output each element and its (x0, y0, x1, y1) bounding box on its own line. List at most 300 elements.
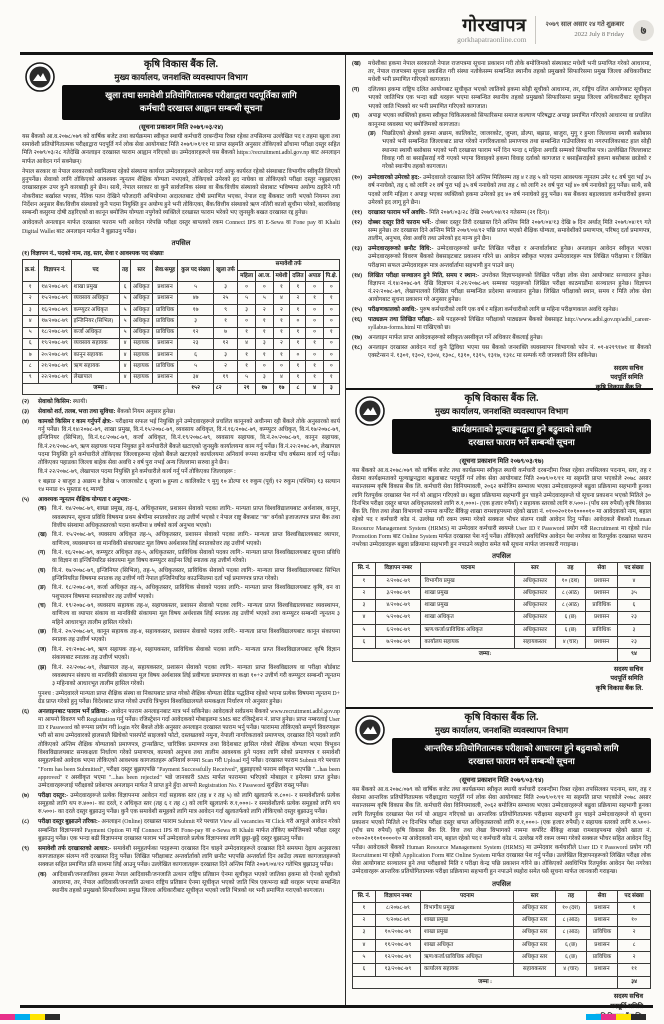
cell: प्रशासन (152, 338, 178, 349)
cell: २०/२०७८-७९ (38, 350, 71, 361)
header-cell: तह (555, 563, 586, 575)
cell: ४ (120, 350, 130, 361)
cell: प्रशासन (586, 637, 618, 649)
cell: प्राविधिक (152, 305, 178, 316)
cell: कार्यालय सहायक (420, 964, 513, 976)
notice-promotion-performance (346, 388, 653, 707)
cell: ऋण सहायक (71, 361, 120, 372)
cell: ३४ (618, 976, 651, 988)
sub-clause (38, 505, 340, 530)
cell: ० (306, 282, 323, 293)
cell: ० (306, 305, 323, 316)
cell: ऋण/कर्जा/प्राविधिक अधिकृत (420, 952, 513, 964)
cell: ६ (120, 282, 130, 293)
sub-clause (38, 664, 340, 689)
cell: प्रशासन (152, 372, 178, 383)
cell: प्रशासन (152, 293, 178, 304)
clause-text: पाठ्यक्रम तथा लिखित परीक्षा:- सबै पदहरूको लिखित परीक्षाको पाठ्यक्रम बैंकको वेबसाइट http://www.adbl.gov.np/adbl_career-syllabus-forms.html मा राखिएको छ। (368, 317, 651, 332)
cell: अधिकृतस्तर (515, 624, 555, 636)
notice1-intro (22, 133, 340, 236)
signature-block (352, 665, 643, 695)
header-cell: महिला (238, 271, 256, 282)
vacancy-table (22, 259, 340, 395)
clause-text: सेवाको शर्त, तलब, भत्ता तथा सुविधा: बैंकको नियम अनुसार हुनेछ। (38, 408, 176, 415)
cell: अधिकृत (130, 316, 152, 327)
cell: ५ (353, 952, 376, 964)
cell: २२/२०७८-७९ (38, 372, 71, 383)
cell: ० (306, 316, 323, 327)
table-row (353, 637, 651, 649)
cell: ६ (617, 600, 650, 612)
cell: १ (256, 327, 274, 338)
clause-number: (१२) (352, 219, 363, 226)
signature-line: पदपूर्ति समिति (610, 374, 643, 382)
cell: ३४ (178, 372, 214, 383)
cell: ६ (छ) (556, 952, 586, 964)
sub-clause (38, 628, 340, 645)
header-cell: तह (556, 890, 586, 902)
table-row (23, 316, 340, 327)
cell: ८ (आठ) (556, 915, 586, 927)
signature-line: पदपूर्ति समिति (610, 1002, 643, 1010)
clause-text: दोब्बर दस्तुर तिरी फाराम भर्ने:- दोब्बर दस्तुर तिरी दरखास्त दिने अन्तिम मिति २०७९/०४/१३ देखि ७ दिन अर्थात् मिति २०७९/०४/१९ गते सम्म हुनेछ। तर दरखास्त दिने अन्तिम मिति २०७९/०४/१२ पछि प्राप्त भएको शैक्षिक योग्यता, समावेशीको प्रमाणपत्र, परिषद् दर्ता प्रमाणपत्र, तालीम, अनुभव, सेवा अवधि तथा उमेरको हद मान्य हुने छैन। (368, 219, 651, 243)
header-cell: आ.ज. (256, 271, 274, 282)
cell: ० (238, 316, 256, 327)
signature-line: सदस्य सचिव (613, 665, 643, 673)
banner-line2: दरखास्त फाराम भर्ने सम्बन्धी सूचना (468, 437, 575, 448)
cell: इन्जिनियर (सिभिल) (71, 316, 120, 327)
sub-clause (38, 646, 340, 663)
cell: प्रशासन (586, 587, 618, 599)
notice-open-competition (20, 55, 346, 1005)
cell: प्राविधिक (152, 316, 178, 327)
paper-website: gorkhapatraonline.com (457, 34, 527, 44)
cell: विभागीय प्रमुख (421, 575, 515, 587)
cell: ८ (23, 361, 39, 372)
cell: ४ (617, 575, 650, 587)
cell: १ (353, 902, 376, 914)
adbl-logo-icon (25, 62, 55, 92)
notice3-body: यस बैंकको आ.व.२०७८/०७९ को वार्षिक बजेट तथा कार्यक्रममा स्वीकृत स्थायी कर्मचारी दरबन्दीमा रिक्त रहेका तपसिलका पदनाम, स्तर, तह र सेवामा आन्तरिक प्रतियोगितात्मक परीक्षाद्वारा पदपूर्ति गर्न लोक सेवा आयोगबाट मिति २०७९/०१/११ मा सहमति प्राप्त भएकोले २०७८ असार मसान्तसम्म कृषि विकास बैंक लि. कर्मचारी सेवा विनियमावली, २०६२ बमोजिम सम्भाव्य भएका उम्मेदवारहरूले बढुवा प्रक्रियामा सहभागी हुनका लागि रितपूर्वक दरखास्त पेश गर्न यो आह्वान गरिएको छ। आन्तरिक प्रतियोगितात्मक परीक्षामा सहभागी हुन चाहने उम्मेदवारहरूले यो सूचना प्रकाशन भएको मितिले २१ दिनभित्र परीक्षा दस्तुर बापत अधिकृतस्तरको लागि रु.१,०००।- (एक हजार रुपैयाँ) र सहायक स्तरको लागि रु.५००।- (पाँच सय रुपैयाँ) कृषि विकास बैंक लि. वित्त तथा लेखा विभागको नाममा कर्पोरेट बैंकिङ्ग शाखा रामशाहपथमा रहेको खाता नं. ०१००२०११०१००००१० मा आवेदकको नाम, बहाल रहेको पद र कर्मचारी कोड नं. उल्लेख गरी रकम जम्मा गरेको सक्कल भौचर सहित आवेदन दिनु पर्नेछ। आवेदकले बैंकको Human Resource Management System (HRMS) मा उम्मेदवार कर्मचारीले User ID र Password प्रयोग गरी Recruitment मा रहेको Application Form बाट Online System मार्फत दरखास्त पेश गर्नु पर्नेछ। उल्लेखित विज्ञापनहरूको लिखित परीक्षा लोक सेवा आयोगबाट सञ्चालन हुने तथा परीक्षाको मिति र परीक्षा केन्द्र पछि प्रकाशन गरिने छ। तोकिएको अवधिभित्र रितपूर्वक आवेदन पेश नगरेका उम्मेदवारहरू आन्तरिक प्रतियोगितात्मक परीक्षा प्रक्रियामा सहभागी हुन नपाउने व्यहोरा समेत यसै सूचना मार्फत जानकारी गराइन्छ। (352, 786, 651, 876)
notice1-clauses-continued (352, 60, 651, 361)
cell: शाखा प्रमुख (421, 600, 515, 612)
sub-clause (38, 531, 340, 548)
cell: ४ (120, 338, 130, 349)
page-number-badge: ७ (633, 20, 654, 41)
clause-number: (१८) (352, 345, 363, 351)
clause-number: (च) (38, 603, 46, 610)
cell: २ (353, 587, 376, 599)
clause-text: समावेशी तर्फ दरखास्तको आधार:- समावेशी समूहतर्फका पदहरूमा दरखास्त दिन चाहने उम्मेदवारहरूले दरखास्त दिने समयमा देहाय अनुसारका कागजातहरू संलग्न गरी दरखास्त दिनु पर्नेछ। लिखित परीक्षाबाट अन्तर्वार्ताको लागि छनौट भएपछि अन्तर्वार्ता दिन आउँदा त्यस्ता कागजातहरूको सक्कल सहित प्रमाणित प्रति साथमा लिई आउनु पर्नेछ। उल्लेखित कागजातहरू दरखास्त दिने अन्तिम मिति २०७९/०४/१२ गतेभित्र बुझाउनु पर्नेछ। (क) आदिवासी/जनजातिका हकमा नेपाल आदिवासी/जनजाति उत्थान राष्ट्रिय प्रतिष्ठान ऐनमा सूचीकृत भएको जातिका हकमा सो ऐनको सूचीको आधारमा, तर, नेपाल आदिवासी/जनजाति उत्थान राष्ट्रिय प्रतिष्ठान ऐनमा सूचीकृत भएको जाति भित्र एकभन्दा बढी थरहरू भएमा सम्बन्धित स्थानीय तहको प्रमुखको सिफारिसमा प्रमुख जिल्ला अधिकारीबाट सूचीकृत भएको जाति भित्रको थर भनी प्रमाणित गराएको कागजात। (38, 845, 340, 895)
cell: अधिकृत स्तर (514, 915, 556, 927)
org-dept: मुख्य कार्यालय, जनशक्ति व्यवस्थापन विभाग (434, 724, 569, 735)
header-cell: पदनाम (421, 563, 515, 575)
clause-text: उम्मेदवारहरूको छनौट विधि:- उम्मेदवारहरूको छनौट लिखित परीक्षा र अन्तर्वार्ताबाट हुनेछ। अनलाइन आवेदन स्वीकृत भएका उम्मेदवारहरूको विवरण बैंकको वेबसाइटबाट प्रकाशन गरिने छ। आवेदन स्वीकृत भएका उम्मेदवारहरू मात्र लिखित परीक्षामा र लिखित परीक्षामा सफल उम्मेदवारहरू मात्र अन्तर्वार्तामा सहभागी हुन पाउने छन्। (368, 246, 651, 269)
cell: अधिकृत (130, 293, 152, 304)
cell: २ (256, 305, 274, 316)
cell: प्राविधिक (586, 927, 617, 939)
clause (352, 334, 651, 342)
signature-line: कृषि विकास बैंक लि. (595, 384, 643, 392)
cell: विभागीय प्रमुख (420, 902, 513, 914)
clause-text: दरखास्त फाराम भर्ने अवधि:- मिति २०७९/०३/२८ देखि २०७९/०४/१२ गतेसम्म (२१ दिन)। (368, 209, 550, 216)
clause-text: आदिवासी/जनजातिका हकमा नेपाल आदिवासी/जनजाति उत्थान राष्ट्रिय प्रतिष्ठान ऐनमा सूचीकृत भएको जातिका हकमा सो ऐनको सूचीको आधारमा, तर, नेपाल आदिवासी/जनजाति उत्थान राष्ट्रिय प्रतिष्ठान ऐनमा सूचीकृत भएको जाति भित्र एकभन्दा बढी थरहरू भएमा सम्बन्धित स्थानीय तहको प्रमुखको सिफारिसमा प्रमुख जिल्ला अधिकारीबाट सूचीकृत भएको जाति भित्रको थर भनी प्रमाणित गराएको कागजात। (52, 871, 340, 895)
notice2-body: यस बैंकको आ.व.२०७८/०७९ को वार्षिक बजेट तथा कार्यक्रममा स्वीकृत स्थायी कर्मचारी दरबन्दीमा रिक्त रहेका तपसिलका पदनाम, स्तर, तह र सेवामा कार्यक्षमताको मूल्याङ्कनद्वारा बढुवाबाट पदपूर्ति गर्न लोक सेवा आयोगबाट मिति २०७९/०१/११ मा सहमति प्राप्त भएकोले २०७८ असार मसान्तसम्म कृषि विकास बैंक लि. कर्मचारी सेवा विनियमावली, २०६२ बमोजिम सम्भाव्य भएका उम्मेदवारहरूले बढुवा प्रक्रियामा सहभागी हुनका लागि रितपूर्वक दरखास्त पेश गर्न यो आह्वान गरिएको छ। बढुवा प्रक्रियामा सहभागी हुन चाहने उम्मेदवारहरूले यो सूचना प्रकाशन भएको मितिले ३० दिनभित्र परीक्षा दस्तुर बापत अधिकृतस्तरको लागि रु.१,०००।- (एक हजार रुपैयाँ) र सहायक स्तरको लागि रु.५००।- (पाँच सय रुपैयाँ) कृषि विकास बैंक लि. वित्त तथा लेखा विभागको नाममा कर्पोरेट बैंकिङ्ग शाखा रामशाहपथमा रहेको खाता नं. ०१००२०११०१००००१० मा आवेदकको नाम, बहाल रहेको पद र कर्मचारी कोड नं. उल्लेख गरी रकम जम्मा गरेको सक्कल भौचर संलग्न राखी आवेदन दिनु पर्नेछ। आवेदकले बैंकको Human Resource Management System (HRMS) मा उम्मेदवार कर्मचारी स्वयम्ले User ID र Password प्रयोग गरी Recruitment मा रहेको File Promotion Form बाट Online System मार्फत दरखास्त पेश गर्नु पर्नेछ। तोकिएको अवधिभित्र आवेदन पेश नगरेका वा रितपूर्वक दरखास्त फाराम नभरेका उम्मेदवारहरू बढुवा प्रक्रियामा सहभागी हुन नपाउने व्यहोरा समेत यसै सूचना मार्फत जानकारी गराइन्छ। (352, 467, 651, 549)
clause-text: वि.नं. २२/२०७८-७९, लेखापाल तह-४, सहायकस्तर, प्रशासन सेवाको पदका लागि:- मान्यता प्राप्त विश्वविद्यालय वा परीक्षा बोर्डबाट व्यवस्थापन संकाय वा मानविकी संकायमा मूल विषय अर्थशास्त्र लिई प्रवीणता प्रमाणपत्र वा कक्षा १०+२ उत्तीर्ण गरी कम्प्युटर सम्बन्धी न्यूनतम ३ महिनाको आधारभूत तालीम हासिल गरेको। (52, 664, 340, 688)
clause (352, 60, 651, 85)
cell: ४७ (178, 293, 214, 304)
sub-clause (38, 584, 340, 601)
cell: प्राविधिक (586, 952, 617, 964)
notice3-banner (392, 738, 651, 773)
cell: व्यवसाय सहायक (71, 338, 120, 349)
cell: शाखा अधिकृत (420, 939, 513, 951)
header-cell: पदनाम (420, 890, 513, 902)
clause-text: वि.नं. १६/२०७८-७९, कम्प्युटर अधिकृत तह-५, अधिकृतस्तर, प्राविधिक सेवाको पदका लागि:- मान्यता प्राप्त विश्वविद्यालयबाट सूचना प्रविधि वा विज्ञान वा इन्जिनियरिङ संकायमा मूल विषय कम्प्युटर साईन्स लिई स्नातक तह उत्तीर्ण गरेको। (52, 549, 340, 565)
cell: २३ (617, 637, 650, 649)
cell: ० (256, 361, 274, 372)
cell: १७ (273, 383, 290, 394)
cell: प्रशासन (586, 964, 617, 976)
cell: १२ (178, 327, 214, 338)
notice-promotion-internal (346, 707, 653, 1024)
cell: २ (213, 361, 237, 372)
cell: अधिकृतस्तर (515, 612, 555, 624)
clause (352, 272, 651, 305)
clause-text: परीक्षा दस्तुर:- उम्मेदवारहरूले प्रत्येक विज्ञापनमा आवेदन गर्दा सहायक स्तर (तह ४ र तह ५) को लागि खुलातर्फ रु.८००।- र समावेशीतर्फ प्रत्येक समूहको लागि थप रु.४००।- का दरले, र अधिकृत स्तर (तह ६ र तह ८) को लागि खुलातर्फ रु.१,०००।- र समावेशीतर्फ प्रत्येक समूहको लागि थप रु.५००।- का दरले दस्तुर बुझाउनु पर्नेछ। कुनै एक समावेशी समूहको लागि मात्र आवेदन गर्दा खुलातर्फको लागि तोकिएको दस्तुर बुझाउनु पर्नेछ। (38, 792, 340, 816)
banner-line1: खुला तथा समावेशी प्रतियोगितात्मक परीक्षाद्वारा पदपूर्तिका लागि (105, 90, 297, 101)
publish-date: (सूचना प्रकाशन मिति २०७९/०३/२४) (138, 123, 224, 131)
cell: ४ (353, 939, 376, 951)
clause-text: परीक्षणकालको अवधि:- पुरुष कर्मचारीको लागि एक वर्ष र महिला कर्मचारीको लागि छ महिना परीक्षणकाल अवधि रहनेछ। (368, 307, 618, 314)
clause-number: (५) (22, 496, 29, 503)
cell: ५ (238, 293, 256, 304)
cell: १२ (213, 338, 237, 349)
cell: ६ (छ) (555, 624, 586, 636)
table-total-row (23, 383, 340, 394)
cell: ८२ (213, 383, 237, 394)
cell: ४ (306, 383, 323, 394)
notice1-banner (62, 85, 340, 120)
print-color-marks-left (0, 1014, 60, 1020)
cell: अधिकृत स्तर (514, 902, 556, 914)
cell: अधिकृत स्तर (514, 952, 556, 964)
header-cell: पद संख्या (618, 890, 651, 902)
cell: प्रशासन (586, 939, 617, 951)
tapasil-heading: तपसिल (171, 239, 191, 247)
clause-number: (ज) (38, 646, 47, 653)
clause-text: दलितका हकमा राष्ट्रिय दलित आयोगबाट सूचीकृत भएको जातिको हकमा सोही सूचीको आधारमा, तर, राष्ट्रिय दलित आयोगबाट सूचीकृत भएको जातिभित्र एक भन्दा बढी थरहरू भएमा सम्बन्धित स्थानीय तहको प्रमुखको सिफारिसमा प्रमुख जिल्ला अधिकारीबाट सूचीकृत भएको जाति भित्रको थर भनी प्रमाणित गरिएको कागजात। (368, 86, 651, 110)
cell: प्राविधिक (152, 361, 178, 372)
cell: ५ (178, 361, 214, 372)
notice2-header (352, 393, 651, 465)
clause-text: अपाङ्ग भएका व्यक्तिको हकमा स्वीकृत चिकित्सकको सिफारिसमा समाज कल्याण परिषद्बाट अपाङ्ग प्रमाणित गरिएको आधारमा वा प्रचलित कानूनमा व्यवस्था भए बमोजिमको कागजात। (ङ) पिछडिएको क्षेत्रको हकमा अछाम, कालिकोट, जाजरकोट, जुम्ला, डोल्पा, बझाङ, बाजुरा, मुगु र हुम्ला जिल्लामा स्थायी बसोबास भएको भनी सम्बन्धित जिल्लाबाट प्राप्त गरेको नागरिकताको प्रमाणपत्र तथा सम्बन्धित गाउँपालिका वा नगरपालिकाबाट हाल सोही स्थानमा स्थायी बसोबास भएको भनी दरखास्त फाराम भर्ने दिन भन्दा ६ महिना अगाडि सम्मको सिफारिस पत्र। उल्लेखित जिल्लाबाट विवाह गरी वा बसाइँसराई गरी गएको भएमा विवाहको हकमा विवाह दर्ताको कागजात र बसाइँसराईको हकमा बसोबास छाडेको र गरेको स्थानीय तहको कागजात। (368, 113, 651, 171)
table-row (23, 305, 340, 316)
table-total-row (353, 976, 651, 988)
clause-text: आवश्यक न्यूनतम शैक्षिक योग्यता र अनुभव:- (क) वि.नं. १४/२०७८-७९, शाखा प्रमुख, तह-६, अधिकृतस्तर, प्रशासन सेवाको पदका लागि:- मान्यता प्राप्त विश्वविद्यालयबाट अर्थशास्त्र, कानून, व्यवस्थापन, सूचना प्रविधि विषयमा प्रथम श्रेणीमा स्नातकोत्तर तह उत्तीर्ण भएको र नेपाल राष्ट्र बैंकबाट "क" वर्गको इजाजतपत्र प्राप्त बैंक तथा वित्तीय संस्थामा अधिकृतस्तरको पदमा कम्तीमा ४ वर्षको कार्य अनुभव भएको। (ख) वि.नं. १५/२०७८-७९, व्यवसाय अधिकृत तह-५, अधिकृतस्तर, प्रशासन सेवाको पदका लागि:- मान्यता प्राप्त विश्वविद्यालयबाट व्यापार, वाणिज्य, व्यवस्थापन वा मानविकी संकायबाट मूल विषय अर्थशास्त्र लिई स्नातकोत्तर तह उत्तीर्ण भएको। (ग) वि.नं. १६/२०७८-७९, कम्प्युटर अधिकृत तह-५, अधिकृतस्तर, प्राविधिक सेवाको पदका लागि:- मान्यता प्राप्त विश्वविद्यालयबाट सूचना प्रविधि वा विज्ञान वा इन्जिनियरिङ संकायमा मूल विषय कम्प्युटर साईन्स लिई स्नातक तह उत्तीर्ण गरेको। (घ) वि.नं. १७/२०७८-७९, इन्जिनियर (सिभिल), तह-५, अधिकृतस्तर, प्राविधिक सेवाको पदका लागि:- मान्यता प्राप्त विश्वविद्यालयबाट सिभिल इन्जिनियरिङ विषयमा स्नातक तह उत्तीर्ण गरी नेपाल इन्जिनियरिङ काउन्सिलमा दर्ता भई प्रमाणपत्र प्राप्त गरेको। (ङ) वि.नं. १८/२०७८-७९, कर्जा अधिकृत तह-५, अधिकृतस्तर, प्राविधिक सेवाको पदका लागि:- मान्यता प्राप्त विश्वविद्यालयबाट कृषि, वन वा पशुपालन विषयमा स्नातकोत्तर तह उत्तीर्ण भएको। (च) वि.नं. १९/२०७८-७९, व्यवसाय सहायक तह-४, सहायकस्तर, प्रशासन सेवाको पदका लागि:- मान्यता प्राप्त विश्वविद्यालयबाट व्यवस्थापन, वाणिज्य वा व्यापार संकाय वा मानविकी संकायमा मूल विषय अर्थशास्त्र लिई स्नातक तह उत्तीर्ण भएको तथा कम्प्युटर सम्बन्धी न्यूनतम ३ महिने आधारभूत तालीम हासिल गरेको। (छ) वि.नं. २०/२०७८-७९, कानून सहायक तह-४, सहायकस्तर, प्रशासन सेवाको पदका लागि:- मान्यता प्राप्त विश्वविद्यालयबाट कानून संकायमा स्नातक तह उत्तीर्ण भएको। (ज) वि.नं. २१/२०७८-७९, ऋण सहायक तह-४, सहायकस्तर, प्राविधिक सेवाको पदका लागि:- मान्यता प्राप्त विश्वविद्यालयबाट कृषि विज्ञान संकायबाट स्नातक तह उत्तीर्ण भएको। (झ) वि.नं. २२/२०७८-७९, लेखापाल तह-४, सहायकस्तर, प्रशासन सेवाको पदका लागि:- मान्यता प्राप्त विश्वविद्यालय वा परीक्षा बोर्डबाट व्यवस्थापन संकाय वा मानविकी संकायमा मूल विषय अर्थशास्त्र लिई प्रवीणता प्रमाणपत्र वा कक्षा १०+२ उत्तीर्ण गरी कम्प्युटर सम्बन्धी न्यूनतम ३ महिनाको आधारभूत तालीम हासिल गरेको। पुनश्च : उम्मेदवारले मान्यता प्राप्त शैक्षिक संस्था वा निकायबाट प्राप्त गरेको शैक्षिक योग्यता ग्रेडिङ पद्धतिमा रहेको भएमा प्रत्येक विषयमा न्यूनतम D+ ग्रेड प्राप्त गरेको हुनु पर्नेछ। विदेशबाट प्राप्त गरेको उपाधि त्रिभुवन विश्वविद्यालयले समकक्षता निर्धारण गरे अनुसार हुनेछ। (38, 496, 340, 705)
clause-text: अनलाइन दरखास्त आवेदन गर्दा कुनै द्विविधा भएमा यस बैंकको जनशक्ति व्यवस्थापन विभागको फोन नं. ०१-४२१९१७१ वा बैंकको एक्स्टेन्सन नं. १३०१, १३०२, १३०४, १३०८, १३१०, १३१५, १३१७, १३१८ मा सम्पर्क गरी जानकारी लिन सकिनेछ। (368, 345, 651, 360)
cell: २ (273, 338, 290, 349)
cell: ३ (617, 624, 650, 636)
cell: १ (306, 361, 323, 372)
table-row (353, 952, 651, 964)
table-row (23, 327, 340, 338)
cell: ० (323, 282, 339, 293)
cell: ४ (120, 361, 130, 372)
table-row (353, 624, 651, 636)
clause-number: (८) (22, 819, 29, 826)
sub-clause (38, 549, 340, 566)
banner-line2: दरखास्त फाराम भर्ने सम्बन्धी सूचना (468, 756, 575, 767)
cell: जम्मा: (353, 649, 618, 661)
clause-number: (६) (22, 708, 29, 715)
sub-clause (38, 567, 340, 584)
tapasil-heading: तपसिल (492, 880, 511, 888)
clause-extra-line: पुनश्च : उम्मेदवारले मान्यता प्राप्त शैक्षिक संस्था वा निकायबाट प्राप्त गरेको शैक्षिक योग्यता ग्रेडिङ पद्धतिमा रहेको भएमा प्रत्येक विषयमा न्यूनतम D+ ग्रेड प्राप्त गरेको हुनु पर्नेछ। विदेशबाट प्राप्त गरेको उपाधि त्रिभुवन विश्वविद्यालयले समकक्षता निर्धारण गरे अनुसार हुनेछ। (38, 690, 340, 705)
table-row (353, 612, 651, 624)
banner-line1: कार्यक्षमताको मूल्याङ्कनद्वारा हुने बढुवाको लागि (451, 424, 592, 435)
table-row (23, 338, 340, 349)
cell: अधिकृत (130, 327, 152, 338)
date-nepali: २०७९ साल असार २४ गते शुक्रबार (545, 21, 624, 29)
clause-text: लिखित परीक्षा सञ्चालन हुने मिति, समय र स्थान:- उपरोक्त विज्ञापनहरूको लिखित परीक्षा लोक सेवा आयोगबाट सञ्चालन हुनेछ। विज्ञापन नं.१४/२०७८-७९ देखि विज्ञापन नं.२१/२०७८-७९ सम्मका पदहरूको लिखित परीक्षा काठमाडौंमा सञ्चालन हुनेछ। विज्ञापन नं.२२/२०७८-७९, लेखापालको लिखित परीक्षा सम्बन्धित प्रदेशमा सञ्चालन हुनेछ। लिखित परीक्षाको स्थान, समय र मिति लोक सेवा आयोगबाट सूचना प्रकाशन गरे अनुसार हुनेछ। (368, 272, 651, 304)
cell: १० (दश) (556, 902, 586, 914)
cell: १ (306, 293, 323, 304)
cell: ५ (23, 327, 39, 338)
cell: ८ (आठ) (555, 587, 586, 599)
paragraph: आवेदकले अनलाइन मार्फत दरखास्त फाराम भरी आवेदन गरेपछि परीक्षा दस्तुर बापतको रकम Connect IPS वा E-Sewa वा Fone pay वा Khalti Digital Wallet बाट अनलाइन मार्फत नै बुझाउनु पर्नेछ। (22, 220, 340, 235)
header-cell: सेवा/समूह (152, 259, 178, 282)
cell: १ (290, 305, 306, 316)
cell: २ (618, 927, 651, 939)
cell: ३ (353, 600, 376, 612)
cell: ९४ (617, 649, 650, 661)
cell: १ (323, 327, 339, 338)
cell: सहायक (130, 338, 152, 349)
cell: ११/२०७८-७९ (375, 939, 420, 951)
adbl-logo-icon (355, 715, 385, 745)
cell: ५ (178, 282, 214, 293)
cell: १ (618, 902, 651, 914)
cell: ५/२०७८-७९ (376, 612, 421, 624)
cell: १९ (213, 372, 237, 383)
cell: ९ (23, 372, 39, 383)
table-row (23, 361, 340, 372)
cell: ४ (चार) (556, 964, 586, 976)
cell: २१ (238, 383, 256, 394)
cell: १ (238, 350, 256, 361)
notice1-clauses (22, 398, 340, 897)
cell: १ (238, 327, 256, 338)
paragraph: यस बैंकको आ.व.२०७८/०७९ को वार्षिक बजेट तथा कार्यक्रममा स्वीकृत स्थायी कर्मचारी दरबन्दीमा रिक्त रहेका तपसिलमा उल्लेखित पद र तहमा खुला तथा समावेशी प्रतियोगितात्मक परीक्षाद्वारा पदपूर्ति गर्न लोक सेवा आयोगबाट मिति २०७९/०१/११ मा प्राप्त सहमति अनुसार तोकिएको ढाँचामा परीक्षा दस्तुर सहित मिति २०७९/०३/२८ गतेदेखि अनलाइन दरखास्त फाराम आह्वान गरिएको छ। उम्मेदवारहरूले यस बैंकको https://recruitment.adbl.gov.np बाट अनलाइन मार्फत आवेदन गर्न सक्नेछन्। (22, 133, 340, 165)
cell: प्राविधिक (586, 624, 618, 636)
cell: ६ (23, 338, 39, 349)
cell: प्रशासन (586, 612, 618, 624)
cell: ७/२०७८-७९ (376, 637, 421, 649)
cell: १७ (256, 383, 274, 394)
cell: प्राविधिक (586, 600, 618, 612)
cell: १ (273, 350, 290, 361)
cell: ८ (आठ) (556, 927, 586, 939)
cell: ६ (353, 964, 376, 976)
table-row (353, 902, 651, 914)
cell: १ (306, 372, 323, 383)
clause-number: (३) (22, 408, 29, 415)
cell: अधिकृत (130, 282, 152, 293)
clause-number: (घ) (38, 567, 46, 574)
cell: कम्प्युटर अधिकृत (71, 305, 120, 316)
cell: प्रशासन (586, 902, 617, 914)
cell: १७ (178, 305, 214, 316)
org-name: कृषि विकास बैंक लि. (464, 393, 539, 404)
table-row (353, 939, 651, 951)
table-row (353, 927, 651, 939)
cell: १ (273, 316, 290, 327)
cell: १ (256, 316, 274, 327)
cell: १ (213, 316, 237, 327)
cell: १ (290, 372, 306, 383)
cell: ५ (238, 372, 256, 383)
header-cell: अपाङ (306, 271, 323, 282)
cell: अधिकृत (130, 305, 152, 316)
header-cell: सि. नं. (353, 563, 376, 575)
cell: १ (273, 282, 290, 293)
cell: व्यवसाय अधिकृत (71, 293, 120, 304)
clause-number: (ङ) (368, 131, 376, 138)
cell: ० (323, 350, 339, 361)
signature-line: सदस्य सचिव (613, 992, 643, 1000)
clause (352, 209, 651, 217)
cell: ४/२०७८-७९ (376, 600, 421, 612)
clause-number: (१५) (352, 307, 363, 314)
clause-text: मधेशीका हकमा नेपाल सरकारले नेपाल राजपत्रमा सूचना प्रकाशन गरी तोके बमोजिमको संस्थाबाट मधेशी भनी प्रमाणित गरेको आधारमा, तर, नेपाल राजपत्रमा सूचना प्रकाशित गरी संस्था नतोकेसम्म सम्बन्धित स्थानीय तहको प्रमुखको सिफारिसमा प्रमुख जिल्ला अधिकारीबाट मधेशी भनी प्रमाणित गरिएको कागजात। (368, 60, 651, 84)
clause-number: (घ) (352, 113, 360, 120)
cell: १८/२०७८-७९ (38, 327, 71, 338)
clause-number: (७) (22, 792, 29, 799)
cell: ३५ (617, 587, 650, 599)
page-content (20, 52, 653, 1008)
cell: शाखा प्रमुख (420, 915, 513, 927)
cell: जम्मा : (353, 976, 618, 988)
adbl-logo-icon (355, 396, 385, 426)
paper-name: गोरखापत्र (462, 15, 527, 36)
cell: प्रशासन (586, 915, 617, 927)
cell: ६ (छ) (555, 612, 586, 624)
clause-number: (ग) (38, 549, 46, 556)
cell: ५ (120, 316, 130, 327)
cell: २३ (617, 612, 650, 624)
table-row (23, 372, 340, 383)
clause-number: (क) (38, 871, 47, 878)
cell: सहायक (130, 350, 152, 361)
header-cell: सि. नं. (353, 890, 376, 902)
cell: ४ (चार) (555, 637, 586, 649)
cell: २३ (178, 338, 214, 349)
promotion-table (352, 562, 651, 661)
cell: ३ (323, 383, 339, 394)
cell: १ (323, 293, 339, 304)
cell: ३ (213, 282, 237, 293)
clause-text: उम्मेदवारको उमेरको हद:- उम्मेदवारले दरखास्त दिने अन्तिम मितिसम्म तह ४ र तह ५ को पदमा आवश्यक न्यूनतम उमेर १८ वर्ष पुरा भई ३५ वर्ष ननाघेको, तह ६ को लागि २१ वर्ष पुरा भई ३५ वर्ष ननाघेको तथा तह ८ को लागि २१ वर्ष पुरा भई ४० वर्ष ननाघेको हुनु पर्नेछ। साथै, सबै पदको लागि महिला र अपाङ्ग भएका व्यक्तिको हकमा उमेरको हद ४० वर्ष ननाघेको हुनु पर्नेछ। यस बैंकका बहालवाला कर्मचारीको हकमा उमेरको हद लागू हुने छैन। (368, 175, 651, 206)
clause (22, 708, 340, 791)
cell: ४ (273, 293, 290, 304)
cell: १ (273, 327, 290, 338)
clause-number: (ङ) (38, 585, 46, 592)
cell: ५ (120, 293, 130, 304)
cell: अधिकृतस्तर (515, 587, 555, 599)
cell: ५ (120, 327, 130, 338)
sub-clause (38, 871, 340, 896)
cell: सहायक (130, 372, 152, 383)
header-cell: खुला तर्फ (213, 259, 237, 282)
header-cell: पद संख्या (617, 563, 650, 575)
cell: प्राविधिक (152, 327, 178, 338)
cell: ४ (120, 372, 130, 383)
cell: ५ (120, 305, 130, 316)
cell: शाखा प्रमुख (421, 587, 515, 599)
signature-line: सदस्य सचिव (613, 364, 643, 372)
cell: जम्मा : (23, 383, 178, 394)
cell: ० (323, 338, 339, 349)
header-cell: सेवा (586, 563, 618, 575)
header-cell: सेवा (586, 890, 617, 902)
cell: ४ (238, 338, 256, 349)
clause (352, 112, 651, 172)
clause (22, 496, 340, 706)
cell: शाखा प्रमुख (420, 927, 513, 939)
org-dept: मुख्य कार्यालय, जनशक्ति व्यवस्थापन विभाग (434, 405, 569, 416)
cell: ५ (256, 293, 274, 304)
cell: १ (256, 350, 274, 361)
cell: १० (618, 915, 651, 927)
cell: १ (23, 282, 39, 293)
clause-text: वि.नं. १८/२०७८-७९, कर्जा अधिकृत तह-५, अधिकृतस्तर, प्राविधिक सेवाको पदका लागि:- मान्यता प्राप्त विश्वविद्यालयबाट कृषि, वन वा पशुपालन विषयमा स्नातकोत्तर तह उत्तीर्ण भएको। (52, 585, 340, 600)
clause-number: (९) (22, 845, 29, 852)
cell: १ (306, 338, 323, 349)
cell: १२/२०७८-७९ (375, 952, 420, 964)
clause (22, 418, 340, 494)
cell: ३ (353, 927, 376, 939)
clause-text: वि.नं. १४/२०७८-७९, शाखा प्रमुख, तह-६, अधिकृतस्तर, प्रशासन सेवाको पदका लागि:- मान्यता प्राप्त विश्वविद्यालयबाट अर्थशास्त्र, कानून, व्यवस्थापन, सूचना प्रविधि विषयमा प्रथम श्रेणीमा स्नातकोत्तर तह उत्तीर्ण भएको र नेपाल राष्ट्र बैंकबाट "क" वर्गको इजाजतपत्र प्राप्त बैंक तथा वित्तीय संस्थामा अधिकृतस्तरको पदमा कम्तीमा ४ वर्षको कार्य अनुभव भएको। (52, 506, 340, 529)
cell: २ (23, 293, 39, 304)
clause-number: (१४) (352, 272, 363, 279)
clause-text: परीक्षा दस्तुर बुझाउने तरिका:- अनलाइन (Online) दरखास्त फाराम Submit गरे पश्चात View all vacancies मा Click गरी आफूले आवेदन गरेको सम्बन्धित विज्ञापनको Payment Option मा गई Connect IPS वा Fone-pay वा e-Sewa वा Khalti मार्फत तोकिए बमोजिमको परीक्षा दस्तुर बुझाउनु पर्नेछ। एक भन्दा बढी विज्ञापनमा दरखास्त फाराम भर्ने उम्मेदवारले प्रत्येक विज्ञापनका लागि छुट्टा-छुट्टै दस्तुर बुझाउनु पर्नेछ। (38, 819, 340, 842)
cell: लेखापाल (71, 372, 120, 383)
header-cell: स्तर (130, 259, 152, 282)
cell: ३ (256, 372, 274, 383)
header-cell: कुल पद संख्या (178, 259, 214, 282)
clause (352, 344, 651, 361)
cell: ३ (23, 305, 39, 316)
cell: सहायकस्तर (514, 964, 556, 976)
cell: ० (306, 327, 323, 338)
cell: ऋण/कर्जा/प्राविधिक अधिकृत (421, 624, 515, 636)
cell: १ (290, 327, 306, 338)
cell: ० (323, 305, 339, 316)
clause-text: वि.नं. १९/२०७८-७९, व्यवसाय सहायक तह-४, सहायकस्तर, प्रशासन सेवाको पदका लागि:- मान्यता प्राप्त विश्वविद्यालयबाट व्यवस्थापन, वाणिज्य वा व्यापार संकाय वा मानविकी संकायमा मूल विषय अर्थशास्त्र लिई स्नातक तह उत्तीर्ण भएको तथा कम्प्युटर सम्बन्धी न्यूनतम ३ महिने आधारभूत तालीम हासिल गरेको। (52, 603, 340, 626)
clause-text: वि.नं. १५/२०७८-७९, व्यवसाय अधिकृत तह-५, अधिकृतस्तर, प्रशासन सेवाको पदका लागि:- मान्यता प्राप्त विश्वविद्यालयबाट व्यापार, वाणिज्य, व्यवस्थापन वा मानविकी संकायबाट मूल विषय अर्थशास्त्र लिई स्नातकोत्तर तह उत्तीर्ण भएको। (52, 532, 340, 547)
clause (352, 306, 651, 314)
signature-line: कृषि विकास बैंक लि. (595, 685, 643, 693)
masthead-divider (535, 16, 536, 44)
cell: ११ (618, 964, 651, 976)
header-cell: तह (120, 259, 130, 282)
clause-number: (४) (22, 418, 29, 425)
banner-line1: आन्तरिक प्रतियोगितात्मक परीक्षाको आधारमा हुने बढुवाको लागि (424, 743, 619, 754)
org-name: कृषि विकास बैंक लि. (464, 712, 539, 723)
paragraph: नेपाल सरकार वा नेपाल सरकारको स्वामित्वमा रहेको संस्थामा कार्यरत उम्मेदवारहरूले आवेदन गर्दा आफू कार्यरत रहेको संस्थाबाट विभागीय स्वीकृति लिएको हुनुपर्नेछ। सेवाको लागि तोकिएको आवश्यक न्यूनतम शैक्षिक योग्यता नभएको, तोकिएको उमेरको हद नाघेका वा तोकिएको परीक्षा दस्तुर नबुझाएका दरखास्तहरू उपर कुनै कारबाही हुने छैन। साथै, नेपाल सरकार वा कुनै सार्वजनिक संस्था वा बैंक/वित्तीय संस्थाको सेवाबाट भविष्यमा अयोग्य ठहरिने गरी नोकरीबाट बर्खास्त भएका, नैतिक पतन देखिने फौजदारी अभियोगमा अदालतबाट दोषी प्रमाणित भएका, नेपाल राष्ट्र बैंकबाट जारी भएको नियमन तथा निर्देशन अनुसार बैंक/वित्तीय संस्थाको कुनै पदमा नियुक्ति हुन अयोग्य हुने भनी तोकिएका, बैंक/वित्तीय संस्थाको ऋण नतिरी कालो सूचीमा परेको, बालविवाह सम्बन्धी कसुरमा दोषी ठहरिएको वा कानून बमोजिम योग्यता नपुगेको व्यक्तिले दरखास्त फाराम भरेको भए जुनसुकै बखत दरखास्त रद्द हुनेछ। (22, 168, 340, 217)
clause (352, 86, 651, 111)
